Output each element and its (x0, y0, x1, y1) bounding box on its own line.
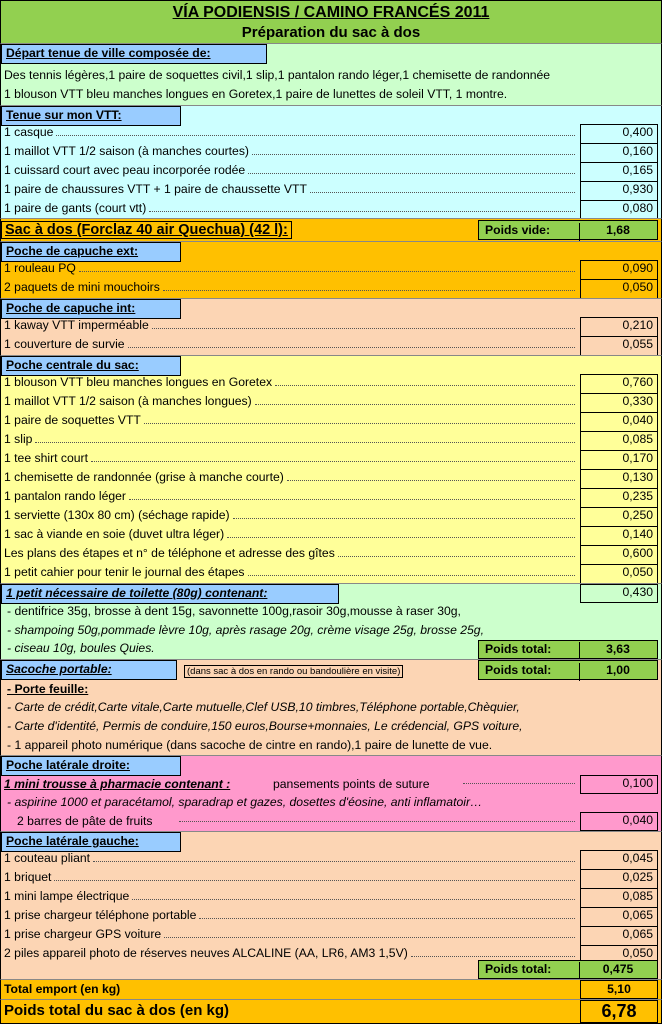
item-label: 1 maillot VTT 1/2 saison (à manches longues) (4, 394, 252, 408)
gauche-total-value: 0,475 (602, 962, 634, 976)
bag-weight-value: 1,68 (606, 223, 630, 237)
sacoche-line-2: - Carte d'identité, Permis de conduire,150 euros,Bourse+monnaies, Le crédencial, GPS voiture, (7, 719, 523, 733)
item-label: 1 slip (4, 432, 33, 446)
toilette-total-box (478, 640, 658, 659)
item-value: 0,400 (580, 124, 658, 144)
section-poche-centrale (0, 356, 662, 584)
section-header-capuche-ext: Poche de capuche ext: (1, 242, 181, 262)
item-leader (233, 518, 575, 519)
item-leader (338, 556, 575, 557)
toilette-line-2: - shampoing 50g,pommade lèvre 10g, après rasage 20g, crème visage 25g, brosse 25g, (7, 623, 484, 637)
total-emport-value: 5,10 (580, 980, 658, 999)
item-value: 0,330 (580, 393, 658, 413)
item-value: 0,170 (580, 450, 658, 470)
item-value: 0,050 (580, 279, 658, 299)
item-label: 1 serviette (130x 80 cm) (séchage rapide) (4, 508, 230, 522)
item-value: 0,065 (580, 907, 658, 927)
bag-weight-box (478, 220, 658, 240)
toilette-line-1: - dentifrice 35g, brosse à dent 15g, savonnette 100g,rasoir 30g,mousse à raser 30g, (7, 604, 461, 618)
section-header-tenue: Tenue sur mon VTT: (1, 106, 181, 126)
section-header-gauche: Poche latérale gauche: (1, 832, 181, 852)
item-value: 0,085 (580, 431, 658, 451)
total-emport-row (0, 980, 662, 1000)
item-label: 1 petit cahier pour tenir le journal des étapes (4, 565, 245, 579)
bag-weight-label: Poids vide: (479, 223, 580, 241)
section-capuche-int (0, 299, 662, 356)
section-laterale-droite (0, 756, 662, 832)
section-header-droite: Poche latérale droite: (1, 756, 181, 776)
section-toilette (0, 584, 662, 660)
item-label: 1 casque (4, 125, 54, 139)
bag-row (0, 219, 662, 242)
item-leader (164, 937, 575, 938)
item-value: 0,025 (580, 869, 658, 889)
item-label: 1 briquet (4, 870, 52, 884)
item-label: 1 mini lampe électrique (4, 889, 130, 903)
item-leader (411, 956, 575, 957)
title-banner (0, 0, 662, 44)
item-label: 1 couverture de survie (4, 337, 125, 351)
fruits-label: 2 barres de pâte de fruits (17, 814, 153, 828)
pharmacie-label: 1 mini trousse à pharmacie contenant : (4, 777, 231, 791)
item-leader (163, 290, 575, 291)
fruits-leader (179, 821, 575, 822)
item-leader (56, 135, 575, 136)
item-value: 0,085 (580, 888, 658, 908)
page-title: VÍA PODIENSIS / CAMINO FRANCÉS 2011 (172, 4, 490, 21)
sacoche-total-label: Poids total: (479, 663, 580, 681)
grand-total-value: 6,78 (580, 1000, 658, 1023)
sacoche-total-value: 1,00 (606, 663, 630, 677)
item-label: 2 piles appareil photo de réserves neuves ALCALINE (AA, LR6, AM3 1,5V) (4, 946, 408, 960)
sacoche-note: (dans sac à dos en rando ou bandoulière en visite) (184, 665, 403, 678)
toilette-value: 0,430 (580, 584, 658, 603)
item-value: 0,050 (580, 564, 658, 584)
sacoche-line-1: - Carte de crédit,Carte vitale,Carte mutuelle,Clef USB,10 timbres,Téléphone portable,Chèquier, (7, 700, 520, 714)
section-header-capuche-int: Poche de capuche int: (1, 299, 181, 319)
section-header-depart: Départ tenue de ville composée de: (1, 44, 267, 64)
item-value: 0,165 (580, 162, 658, 182)
item-leader (255, 404, 575, 405)
item-label: 1 prise chargeur téléphone portable (4, 908, 197, 922)
gauche-total-box (478, 960, 658, 979)
sacoche-line-3: - 1 appareil photo numérique (dans sacoche de cintre en rando),1 paire de lunette de vue. (7, 738, 493, 752)
item-leader (275, 385, 575, 386)
item-value: 0,040 (580, 412, 658, 432)
section-sacoche (0, 660, 662, 756)
item-label: 1 rouleau PQ (4, 261, 76, 275)
item-value: 0,055 (580, 336, 658, 356)
item-value: 0,930 (580, 181, 658, 201)
item-label: 1 kaway VTT imperméable (4, 318, 149, 332)
section-capuche-ext (0, 242, 662, 299)
depart-line-1: Des tennis légères,1 paire de soquettes civil,1 slip,1 pantalon rando léger,1 chemisette de randonnée (4, 68, 551, 82)
item-label: 1 sac à viande en soie (duvet ultra léger) (4, 527, 225, 541)
section-header-centrale: Poche centrale du sac: (1, 356, 181, 376)
item-leader (91, 461, 575, 462)
item-leader (248, 575, 575, 576)
section-header-sacoche: Sacoche portable: (1, 660, 177, 680)
item-label: 2 paquets de mini mouchoirs (4, 280, 160, 294)
item-leader (227, 537, 575, 538)
item-label: 1 couteau pliant (4, 851, 91, 865)
item-leader (287, 480, 575, 481)
item-label: 1 blouson VTT bleu manches longues en Goretex (4, 375, 273, 389)
item-leader (310, 192, 575, 193)
grand-total-row (0, 1000, 662, 1024)
item-label: 1 cuissard court avec peau incorporée rodée (4, 163, 246, 177)
section-depart (0, 44, 662, 106)
item-leader (252, 154, 575, 155)
grand-total-label: Poids total du sac à dos (en kg) (4, 1002, 230, 1019)
item-leader (149, 211, 575, 212)
toilette-line-3: - ciseau 10g, boules Quies. (7, 641, 155, 655)
pharmacie-line: - aspirine 1000 et paracétamol, sparadrap et gazes, dosettes d'éosine, anti inflamatoir… (7, 795, 483, 809)
depart-line-2: 1 blouson VTT bleu manches longues en Goretex,1 paire de lunettes de soleil VTT, 1 montre. (4, 87, 508, 101)
item-value: 0,130 (580, 469, 658, 489)
item-value: 0,760 (580, 374, 658, 394)
item-leader (199, 918, 575, 919)
section-tenue-vtt (0, 106, 662, 219)
item-value: 0,050 (580, 945, 658, 965)
item-label: 1 maillot VTT 1/2 saison (à manches courtes) (4, 144, 249, 158)
pharmacie-rest: pansements points de suture (273, 777, 430, 791)
item-value: 0,045 (580, 850, 658, 870)
item-label: 1 tee shirt court (4, 451, 88, 465)
item-value: 0,600 (580, 545, 658, 565)
item-value: 0,080 (580, 200, 658, 219)
item-leader (129, 499, 575, 500)
item-leader (144, 423, 575, 424)
section-header-toilette: 1 petit nécessaire de toilette (80g) contenant: (1, 584, 339, 604)
bag-label: Sac à dos (Forclaz 40 air Quechua) (42 l): (1, 221, 292, 239)
item-value: 0,090 (580, 260, 658, 280)
item-leader (152, 328, 575, 329)
porte-feuille-label: - Porte feuille: (7, 682, 89, 696)
item-leader (93, 861, 575, 862)
item-leader (35, 442, 575, 443)
item-label: 1 paire de soquettes VTT (4, 413, 141, 427)
toilette-total-label: Poids total: (479, 642, 580, 659)
item-value: 0,210 (580, 317, 658, 337)
item-value: 0,140 (580, 526, 658, 546)
item-label: 1 pantalon rando léger (4, 489, 126, 503)
section-laterale-gauche (0, 832, 662, 980)
item-leader (54, 880, 575, 881)
item-leader (248, 173, 575, 174)
item-leader (79, 271, 575, 272)
item-label: 1 paire de gants (court vtt) (4, 201, 147, 215)
toilette-total-value: 3,63 (606, 642, 630, 656)
item-value: 0,235 (580, 488, 658, 508)
item-value: 0,250 (580, 507, 658, 527)
item-leader (128, 347, 575, 348)
fruits-value: 0,040 (580, 812, 658, 831)
item-label: 1 chemisette de randonnée (grise à manche courte) (4, 470, 284, 484)
page-subtitle: Préparation du sac à dos (241, 24, 421, 41)
item-value: 0,065 (580, 926, 658, 946)
item-label: 1 prise chargeur GPS voiture (4, 927, 162, 941)
item-leader (132, 899, 575, 900)
item-label: 1 paire de chaussures VTT + 1 paire de chaussette VTT (4, 182, 307, 196)
pharmacie-leader (463, 783, 575, 784)
gauche-total-label: Poids total: (479, 962, 580, 979)
pharmacie-value: 0,100 (580, 775, 658, 794)
item-label: Les plans des étapes et n° de téléphone et adresse des gîtes (4, 546, 335, 560)
sacoche-total-box (478, 660, 658, 680)
total-emport-label: Total emport (en kg) (4, 982, 121, 996)
item-value: 0,160 (580, 143, 658, 163)
